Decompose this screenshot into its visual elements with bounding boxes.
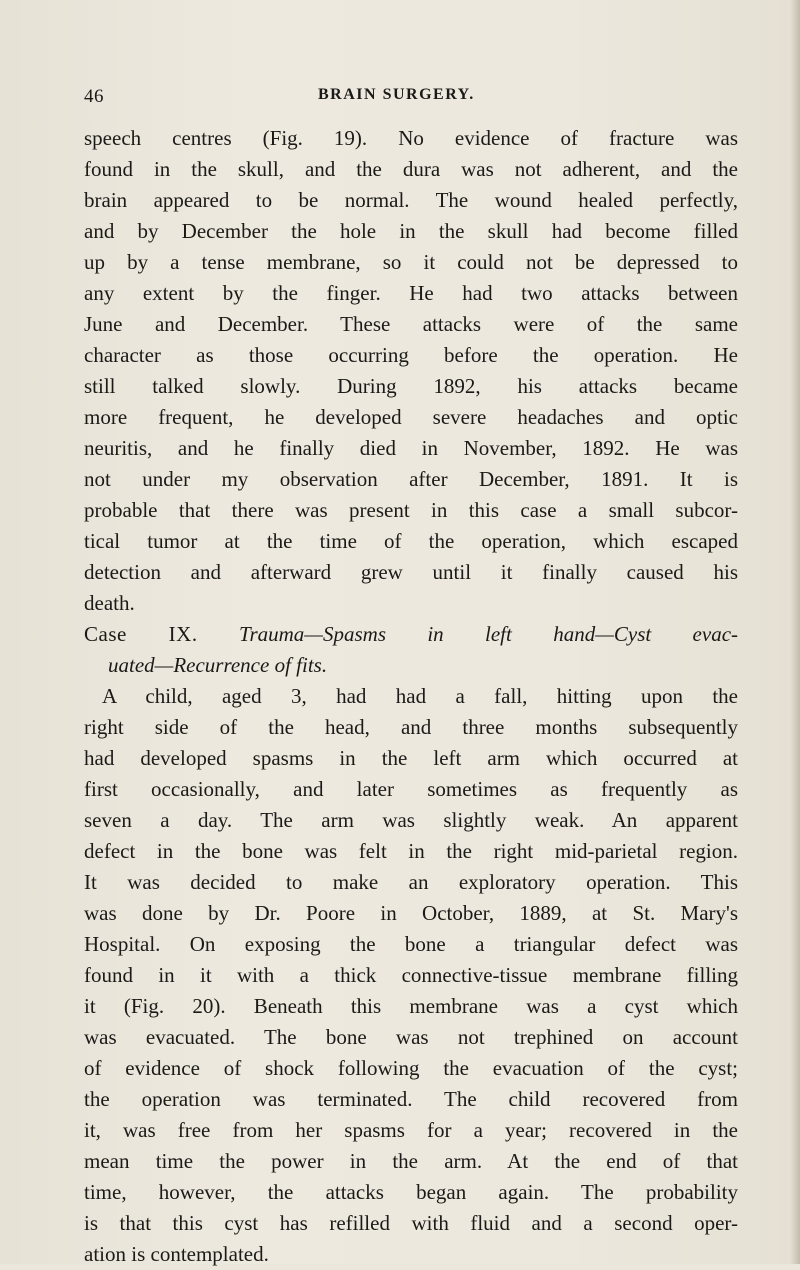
- text-line: it, was free from her spasms for a year; recovered in the: [84, 1118, 738, 1142]
- text-line: was done by Dr. Poore in October, 1889, at St. Mary's: [84, 901, 738, 925]
- text-line: still talked slowly. During 1892, his attacks became: [84, 374, 738, 398]
- running-title: BRAIN SURGERY.: [318, 86, 475, 103]
- text-line: detection and afterward grew until it finally caused his: [84, 560, 738, 584]
- text-line: defect in the bone was felt in the right mid-parietal region.: [84, 839, 738, 863]
- text-line: found in it with a thick connective-tissue membrane filling: [84, 963, 738, 987]
- text-line: up by a tense membrane, so it could not be depressed to: [84, 250, 738, 274]
- paragraph-1: [84, 123, 738, 619]
- text-line: the operation was terminated. The child recovered from: [84, 1087, 738, 1111]
- text-line: mean time the power in the arm. At the end of that: [84, 1149, 738, 1173]
- body-text: [84, 123, 738, 1270]
- text-line: and by December the hole in the skull had become filled: [84, 219, 738, 243]
- case-title: Trauma—Spasms in left hand—Cyst evac-: [238, 622, 739, 646]
- page-number: 46: [84, 86, 104, 107]
- case-heading-line-1: [84, 619, 738, 650]
- text-line: character as those occurring before the operation. He: [84, 343, 738, 367]
- text-line: speech centres (Fig. 19). No evidence of fracture was: [84, 126, 738, 150]
- text-line: had developed spasms in the left arm which occurred at: [84, 746, 738, 770]
- text-line: more frequent, he developed severe headaches and optic: [84, 405, 738, 429]
- case-title-continuation: uated—Recurrence of fits.: [108, 653, 328, 677]
- text-line: not under my observation after December, 1891. It is: [84, 467, 738, 491]
- text-line: June and December. These attacks were of the same: [84, 312, 738, 336]
- text-line: right side of the head, and three months subsequently: [84, 715, 738, 739]
- case-label: Case IX.: [84, 622, 198, 646]
- text-line: seven a day. The arm was slightly weak. An apparent: [84, 808, 738, 832]
- page-header: [84, 86, 738, 112]
- text-line: is that this cyst has refilled with fluid and a second oper-: [84, 1211, 738, 1235]
- text-line: neuritis, and he finally died in November, 1892. He was: [84, 436, 738, 460]
- text-line: tical tumor at the time of the operation, which escaped: [84, 529, 738, 553]
- case-heading: [84, 619, 738, 681]
- text-line: of evidence of shock following the evacuation of the cyst;: [84, 1056, 738, 1080]
- text-line: It was decided to make an exploratory operation. This: [84, 870, 738, 894]
- text-line: it (Fig. 20). Beneath this membrane was a cyst which: [84, 994, 738, 1018]
- text-line: time, however, the attacks began again. The probability: [84, 1180, 738, 1204]
- text-line: was evacuated. The bone was not trephined on account: [84, 1025, 738, 1049]
- text-line: brain appeared to be normal. The wound healed perfectly,: [84, 188, 738, 212]
- text-line: found in the skull, and the dura was not adherent, and the: [84, 157, 738, 181]
- text-line: first occasionally, and later sometimes as frequently as: [84, 777, 738, 801]
- text-line: death.: [84, 591, 135, 615]
- text-line: A child, aged 3, had had a fall, hitting upon the: [102, 684, 738, 708]
- text-line: probable that there was present in this case a small subcor-: [84, 498, 738, 522]
- text-line: Hospital. On exposing the bone a triangular defect was: [84, 932, 738, 956]
- paragraph-2: [84, 681, 738, 1270]
- text-line: ation is contemplated.: [84, 1242, 269, 1266]
- text-line: any extent by the finger. He had two attacks between: [84, 281, 738, 305]
- page-edge-shadow: [790, 0, 800, 1264]
